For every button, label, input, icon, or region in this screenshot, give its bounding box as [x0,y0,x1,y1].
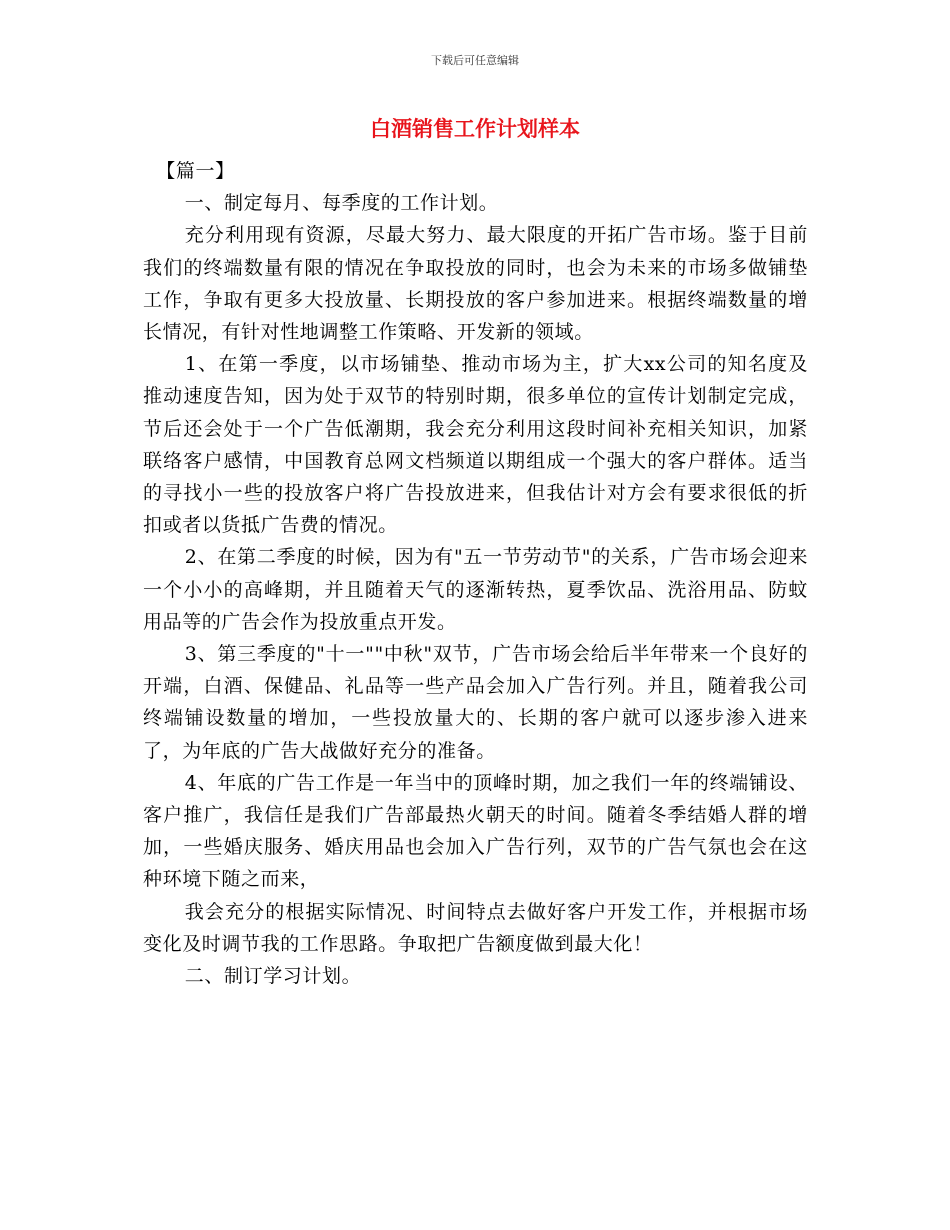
document-title: 白酒销售工作计划样本 [370,116,580,141]
paragraph-heading-1: 一、制定每月、每季度的工作计划。 [184,192,499,215]
document-body [143,155,808,992]
paragraph-intro: 充分利用现有资源，尽最大努力、最大限度的开拓广告市场。鉴于目前我们的终端数量有限的情况在争取投放的同时，也会为未来的市场多做铺垫工作，争取有更多大投放量、长期投放的客户参加进来。根据终端数量的增长情况，有针对性地调整工作策略、开发新的领域。 [143,224,808,344]
paragraph-q3: 3、第三季度的"十一""中秋"双节，广告市场会给后半年带来一个良好的开端，白酒、保健品、礼品等一些产品会加入广告行列。并且，随着我公司终端铺设数量的增加，一些投放量大的、长期的客户就可以逐步渗入进来了，为年底的广告大战做好充分的准备。 [143,643,808,762]
paragraph-q2: 2、在第二季度的时候，因为有"五一节劳动节"的关系，广告市场会迎来一个小小的高峰期，并且随着天气的逐渐转热，夏季饮品、洗浴用品、防蚊用品等的广告会作为投放重点开发。 [143,546,808,633]
paragraph-q1: 1、在第一季度，以市场铺垫、推动市场为主，扩大xx公司的知名度及推动速度告知，因为处于双节的特别时期，很多单位的宣传计划制定完成，节后还会处于一个广告低潮期，我会充分利用这段时间补充相关知识，加紧联络客户感情，中国教育总网文档频道以期组成一个强大的客户群体。适当的寻找小一些的投放客户将广告投放进来，但我估计对方会有要求很低的折扣或者以货抵广告费的情况。 [143,353,808,537]
paragraph-q4: 4、年底的广告工作是一年当中的顶峰时期，加之我们一年的终端铺设、客户推广，我信任是我们广告部最热火朝天的时间。随着冬季结婚人群的增加，一些婚庆服务、婚庆用品也会加入广告行列，双节的广告气氛也会在这种环境下随之而来， [143,771,808,891]
section-label: 【篇一】 [156,160,235,182]
paragraph-summary: 我会充分的根据实际情况、时间特点去做好客户开发工作，并根据市场变化及时调节我的工作思路。争取把广告额度做到最大化！ [143,900,808,955]
page-header-note: 下载后可任意编辑 [431,54,519,67]
paragraph-heading-2: 二、制订学习计划。 [184,965,362,988]
